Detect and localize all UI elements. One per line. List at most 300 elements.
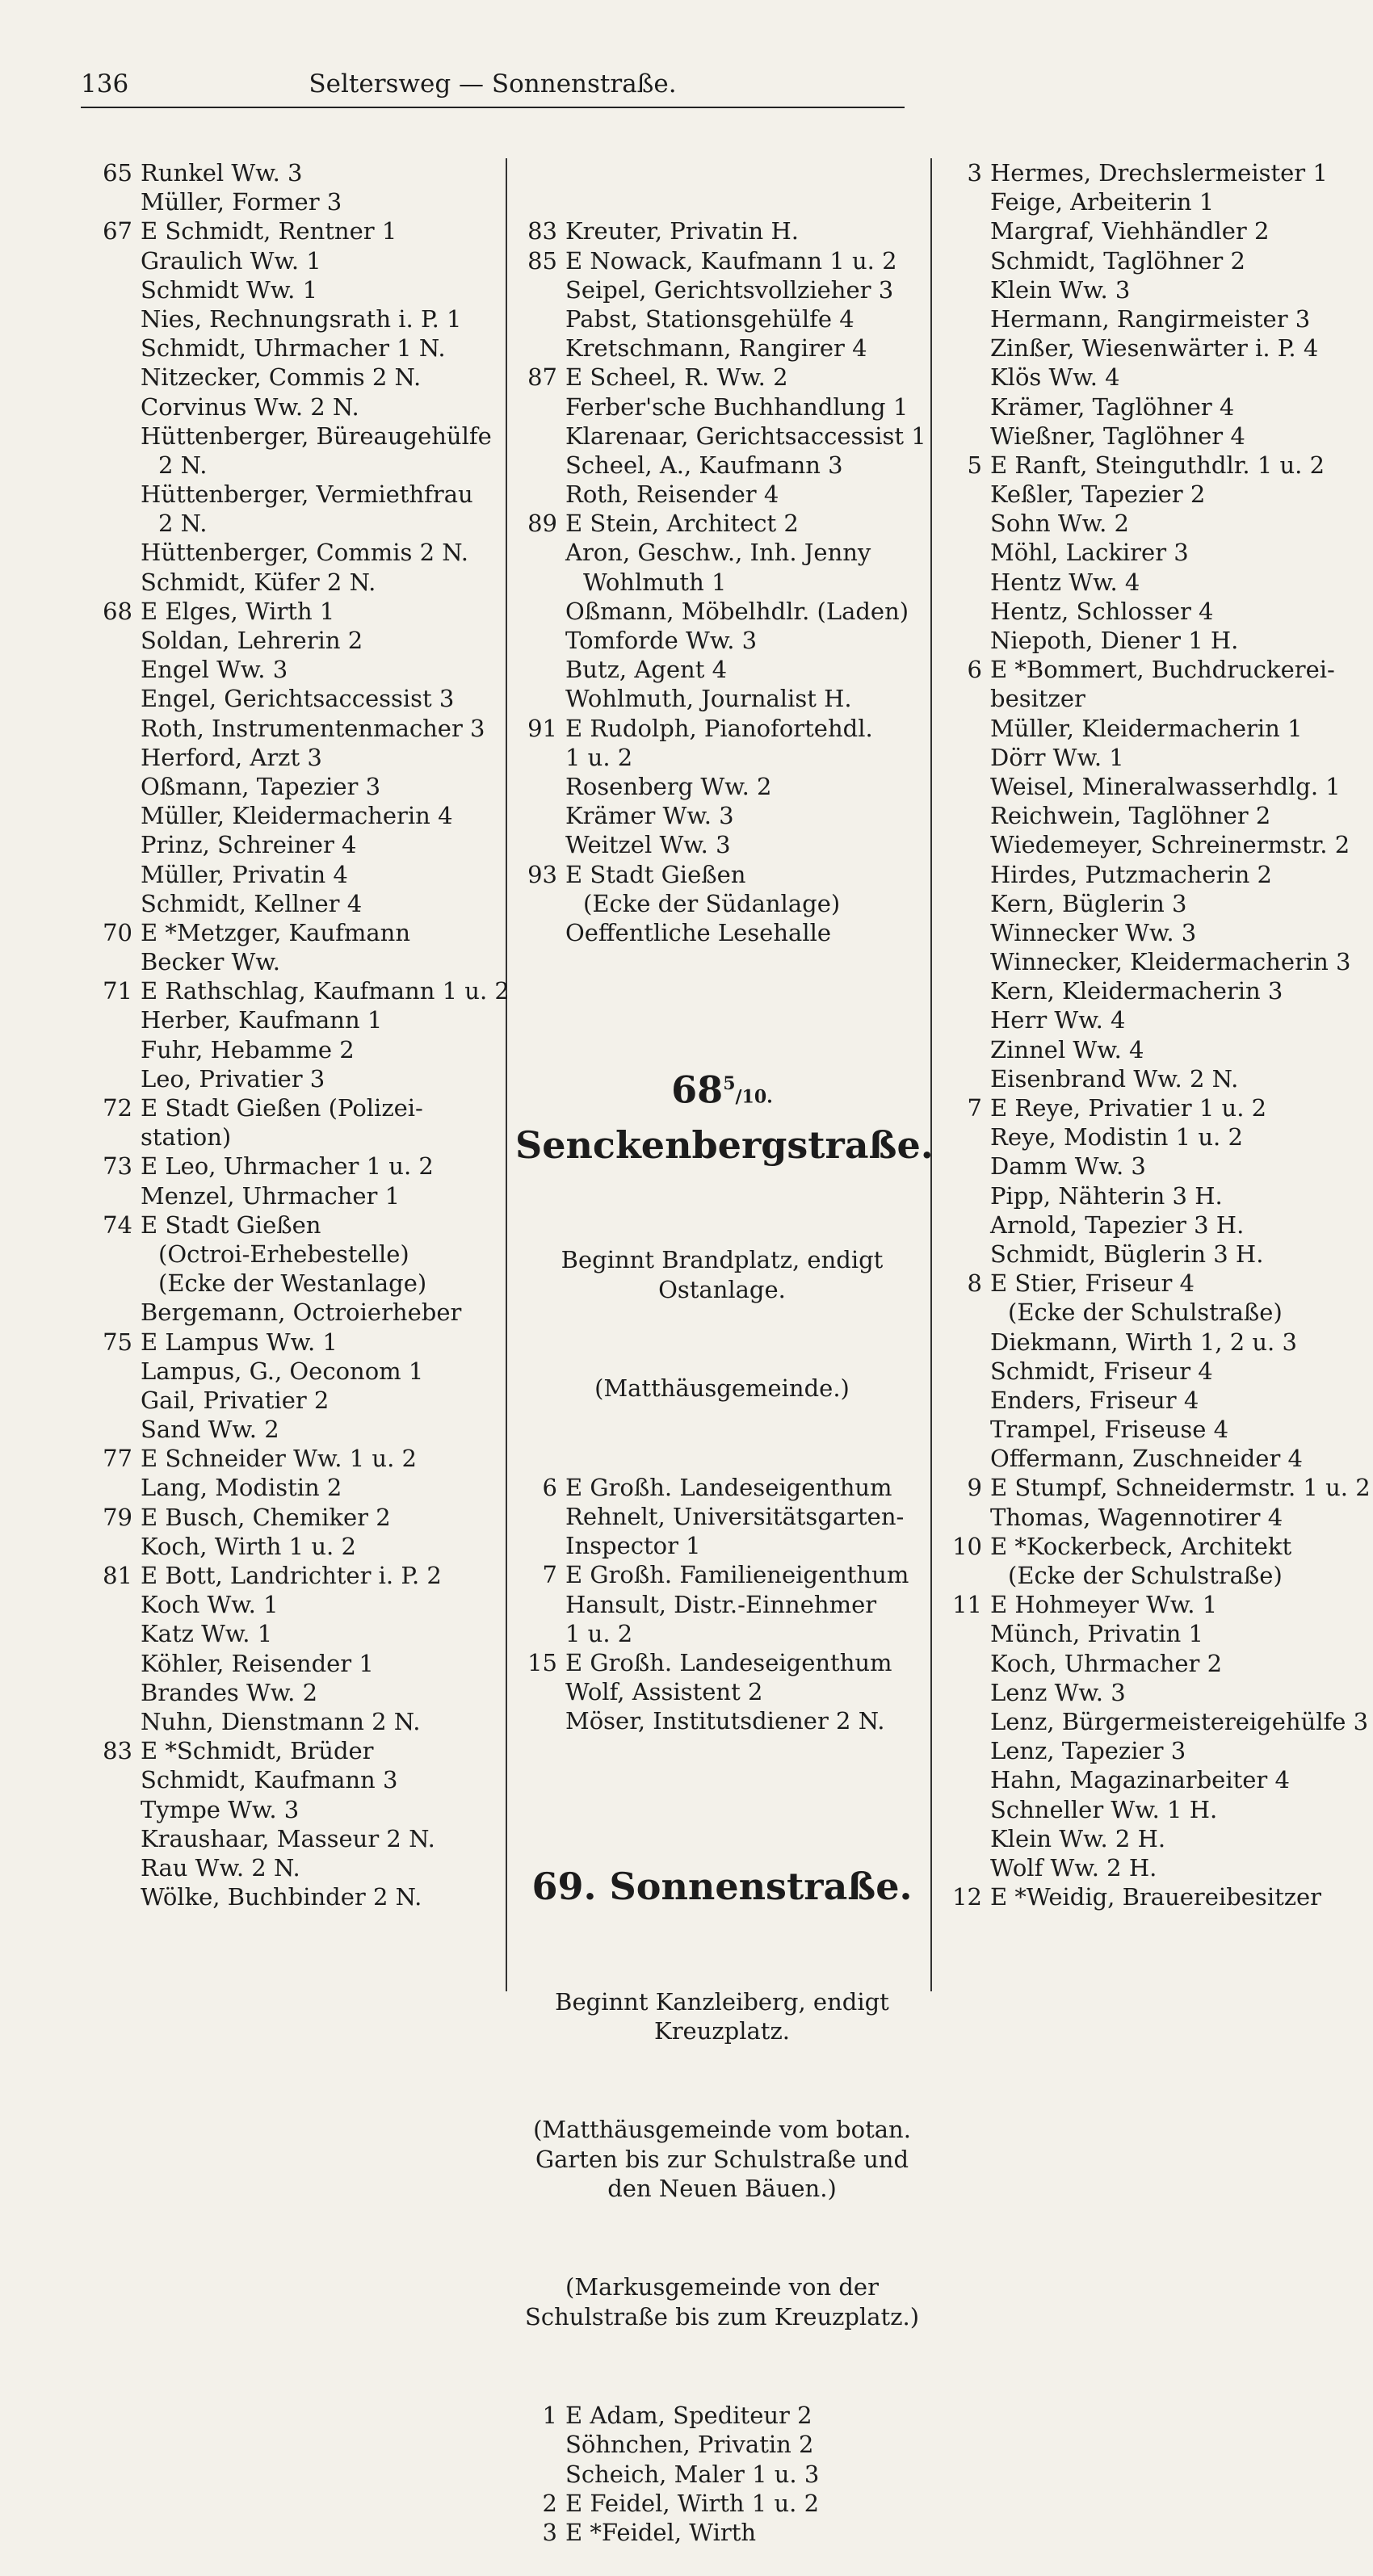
house-number [940,480,990,509]
house-number: 3 [967,159,982,187]
resident-entry: E Leo, Uhrmacher 1 u. 2 [141,1152,434,1181]
directory-entry [515,1531,929,1560]
page-number: 136 [81,69,129,99]
resident-entry: E Bott, Landrichter i. P. 2 [141,1562,442,1589]
house-number [940,334,990,363]
resident-entry: Tympe Ww. 3 [141,1795,300,1823]
column-middle [515,158,934,2576]
resident-entry: Damm Ww. 3 [990,1152,1146,1181]
resident-entry: Tomforde Ww. 3 [565,627,758,655]
directory-entry [90,1152,502,1181]
sonnenstrasse-entries [515,2401,929,2547]
directory-entry [940,1765,1360,1794]
seltersweg-continued [515,216,929,947]
directory-entry [940,1269,1360,1298]
resident-entry: E *Metzger, Kaufmann [141,918,411,946]
directory-entry [515,830,929,859]
resident-entry: Keßler, Tapezier 2 [990,480,1206,509]
house-number [940,1824,990,1853]
directory-entry [940,1532,1360,1561]
directory-entry [515,568,929,597]
resident-entry: Wolf, Assistent 2 [565,1678,763,1706]
directory-entry [90,743,502,772]
column-right [940,158,1371,1911]
resident-entry: E Großh. Familieneigenthum [565,1561,909,1589]
directory-entry [90,1678,502,1707]
resident-entry: Klein Ww. 3 [990,275,1131,304]
directory-entry [515,363,929,392]
resident-entry: Offermann, Zuschneider 4 [990,1445,1303,1473]
resident-entry: Schmidt, Friseur 4 [990,1357,1213,1385]
directory-entry [90,1298,502,1327]
directory-entry [940,684,1360,713]
resident-entry: Hermes, Drechslermeister 1 [990,159,1328,187]
house-number [515,480,565,509]
directory-entry [940,772,1360,801]
resident-entry: Runkel Ww. 3 [141,159,303,187]
directory-entry [90,187,502,216]
resident-entry: Engel, Gerichtsaccessist 3 [141,685,455,713]
resident-entry: 1 u. 2 [565,1619,633,1647]
resident-entry: Winnecker, Kleidermacherin 3 [990,948,1351,976]
house-number [90,655,141,684]
resident-entry: Nuhn, Dienstmann 2 N. [141,1707,421,1735]
house-number [515,1677,565,1706]
resident-entry: Möhl, Lackirer 3 [990,539,1189,567]
directory-entry [940,830,1360,859]
house-number [90,743,141,772]
resident-entry: Schmidt, Taglöhner 2 [990,246,1245,275]
house-number [515,1619,565,1648]
resident-entry: E Stein, Architect 2 [565,510,799,538]
house-number [90,830,141,859]
resident-entry: Hüttenberger, Vermiethfrau [141,480,473,509]
house-number [90,1678,141,1707]
house-number [515,1706,565,1735]
resident-entry: Inspector 1 [565,1532,701,1560]
resident-entry: Oßmann, Tapezier 3 [141,772,381,800]
resident-entry: Roth, Instrumentenmacher 3 [141,714,485,742]
house-number [90,626,141,655]
directory-entry [940,246,1360,275]
directory-entry [940,1386,1360,1415]
house-number [90,422,141,451]
directory-entry [940,1882,1360,1911]
directory-entry [940,1005,1360,1034]
resident-entry: Schmidt, Büglerin 3 H. [990,1240,1264,1268]
resident-entry: Gail, Privatier 2 [141,1386,330,1414]
resident-entry: Niepoth, Diener 1 H. [990,627,1239,654]
resident-entry: Schmidt Ww. 1 [141,275,318,304]
directory-entry [940,1561,1360,1590]
resident-entry: Zinnel Ww. 4 [990,1035,1144,1064]
resident-entry: Kern, Kleidermacherin 3 [990,977,1283,1005]
resident-entry: Schneller Ww. 1 H. [990,1795,1218,1823]
directory-entry [515,2460,929,2489]
directory-entry [90,801,502,830]
house-number [90,1882,141,1911]
house-number [940,1736,990,1765]
directory-entry [90,363,502,392]
resident-entry: Enders, Friseur 4 [990,1386,1199,1414]
directory-entry [515,422,929,451]
house-number: 67 [103,217,132,245]
house-number [515,2460,565,2489]
directory-entry [515,1648,929,1677]
house-number: 2 [542,2489,557,2517]
resident-entry: Feige, Arbeiterin 1 [990,188,1215,216]
directory-entry [940,860,1360,889]
house-number [90,684,141,713]
house-number [940,597,990,626]
directory-entry [940,568,1360,597]
resident-entry: Klös Ww. 4 [990,363,1120,392]
directory-entry [940,714,1360,743]
house-number [940,1678,990,1707]
resident-entry: E Ranft, Steinguthdlr. 1 u. 2 [990,451,1325,479]
house-number [90,947,141,976]
house-number [940,422,990,451]
resident-entry: E Schmidt, Rentner 1 [141,217,397,245]
resident-entry: Wolf Ww. 2 H. [990,1853,1157,1882]
directory-entry [940,1795,1360,1824]
resident-entry: Oeffentliche Lesehalle [565,918,832,946]
house-number: 89 [527,510,557,538]
directory-entry [90,1269,502,1298]
directory-entry [940,743,1360,772]
resident-entry: Margraf, Viehhändler 2 [990,217,1270,245]
directory-entry [90,889,502,918]
resident-entry: Katz Ww. 1 [141,1620,273,1648]
house-number [90,1415,141,1444]
house-number [90,1035,141,1064]
house-number [940,1444,990,1473]
resident-entry: Hüttenberger, Commis 2 N. [141,539,468,567]
directory-entry [515,1677,929,1706]
resident-entry: Scheich, Maler 1 u. 3 [565,2460,820,2488]
directory-entry [515,860,929,889]
house-number: 12 [952,1883,982,1911]
house-number [90,1707,141,1736]
resident-entry: E Großh. Landeseigenthum [565,1648,892,1676]
directory-entry [90,1386,502,1415]
section-note-parish-2: (Markusgemeinde von der Schulstraße bis zum Kreuzplatz.) [524,2273,920,2331]
house-number [90,1005,141,1034]
house-number [940,1328,990,1357]
house-number [515,451,565,480]
directory-entry [515,655,929,684]
resident-entry: Reye, Modistin 1 u. 2 [990,1123,1243,1152]
house-number [515,597,565,626]
directory-entry [90,1064,502,1093]
directory-entry [515,538,929,567]
directory-entry [940,1444,1360,1473]
resident-entry: Klein Ww. 2 H. [990,1824,1166,1852]
resident-entry: besitzer [990,685,1085,713]
directory-entry [515,304,929,334]
resident-entry: Kreuter, Privatin H. [565,217,799,245]
directory-entry [515,216,929,245]
house-number [90,363,141,392]
directory-entry [515,714,929,743]
resident-entry: Hentz Ww. 4 [990,568,1140,596]
directory-entry [90,1532,502,1561]
house-number: 87 [527,363,557,392]
directory-entry [515,451,929,480]
directory-entry [940,187,1360,216]
resident-entry: Menzel, Uhrmacher 1 [141,1181,401,1210]
resident-entry: E Scheel, R. Ww. 2 [565,363,788,392]
directory-entry [515,2401,929,2430]
resident-entry: Köhler, Reisender 1 [141,1649,374,1677]
directory-entry [90,304,502,334]
directory-entry [515,334,929,363]
house-number [940,1181,990,1210]
directory-entry [940,1590,1360,1619]
house-number [940,1386,990,1415]
resident-entry: Arnold, Tapezier 3 H. [990,1210,1245,1239]
resident-entry: Oßmann, Möbelhdlr. (Laden) [565,597,909,625]
directory-entry [90,1005,502,1034]
house-number [90,889,141,918]
house-number [90,1590,141,1619]
directory-entry [90,1707,502,1736]
directory-entry [90,1357,502,1386]
house-number [940,976,990,1005]
directory-entry [515,246,929,275]
house-number [940,1035,990,1064]
directory-entry [940,1152,1360,1181]
house-number [940,538,990,567]
house-number [940,918,990,947]
house-number [515,772,565,801]
directory-entry [90,947,502,976]
resident-entry: Leo, Privatier 3 [141,1064,325,1093]
resident-entry: Klarenaar, Gerichtsaccessist 1 [565,422,926,450]
house-number [90,538,141,567]
resident-entry: E Reye, Privatier 1 u. 2 [990,1094,1267,1122]
house-number [940,743,990,772]
house-number [515,1531,565,1560]
house-number: 8 [967,1269,982,1298]
house-number [515,889,565,918]
house-number [940,1005,990,1034]
resident-entry: Aron, Geschw., Inh. Jenny [565,539,871,567]
directory-entry [940,422,1360,451]
directory-entry [515,1560,929,1589]
house-number [940,1064,990,1093]
resident-entry: Weisel, Mineralwasserhdlg. 1 [990,772,1341,800]
house-number [90,568,141,597]
directory-entry [515,1502,929,1531]
directory-entry [90,1882,502,1911]
house-number [515,801,565,830]
resident-entry: Hirdes, Putzmacherin 2 [990,860,1272,888]
resident-entry: (Octroi-Erhebestelle) [158,1240,409,1268]
house-number [90,1649,141,1678]
house-number [515,304,565,334]
directory-entry [940,801,1360,830]
fraction-sub: /10. [735,1086,773,1108]
house-number [940,1415,990,1444]
house-number [940,509,990,538]
directory-entry [940,1210,1360,1240]
house-number [515,392,565,422]
house-number: 10 [952,1532,982,1560]
resident-entry: E *Weidig, Brauereibesitzer [990,1883,1322,1911]
house-number [940,1649,990,1678]
column-divider-right [930,158,932,1991]
directory-entry [515,480,929,509]
directory-entry [940,275,1360,304]
house-number [515,2430,565,2459]
resident-entry: Wiedemeyer, Schreinermstr. 2 [990,831,1350,859]
house-number: 75 [103,1328,132,1356]
directory-entry [940,363,1360,392]
house-number: 85 [527,246,557,275]
resident-entry: Herber, Kaufmann 1 [141,1006,383,1034]
directory-entry [515,626,929,655]
house-number [90,1122,141,1152]
resident-entry: Söhnchen, Privatin 2 [565,2431,814,2459]
directory-entry [90,1765,502,1794]
directory-entry [940,538,1360,567]
directory-entry [90,1181,502,1210]
house-number [90,187,141,216]
resident-entry: Münch, Privatin 1 [990,1620,1204,1648]
resident-entry: Herr Ww. 4 [990,1006,1126,1034]
house-number: 5 [967,451,982,479]
directory-entry [90,918,502,947]
resident-entry: E Hohmeyer Ww. 1 [990,1591,1218,1619]
directory-entry [90,976,510,1005]
resident-entry: Dörr Ww. 1 [990,743,1124,771]
house-number: 71 [103,977,132,1005]
house-number [90,1357,141,1386]
directory-entry [90,1328,502,1357]
house-number [940,947,990,976]
section-note-parish-1: (Matthäusgemeinde vom botan. Garten bis zur Schulstraße und den Neuen Bäuen.) [533,2116,911,2202]
house-number [515,830,565,859]
directory-entry [90,158,502,187]
resident-entry: Fuhr, Hebamme 2 [141,1035,355,1064]
house-number: 72 [103,1094,132,1122]
house-number [90,1619,141,1648]
house-number [515,743,565,772]
resident-entry: Sohn Ww. 2 [990,510,1129,538]
directory-entry [940,976,1360,1005]
resident-entry: E Stadt Gießen (Polizei- [141,1094,423,1122]
directory-entry [515,1473,929,1502]
directory-entry [940,304,1360,334]
house-number [90,1853,141,1882]
directory-entry [940,1503,1360,1532]
directory-entry [515,2518,929,2547]
house-number [90,714,141,743]
house-number [90,451,141,480]
resident-entry: 1 u. 2 [565,743,633,771]
resident-entry: Brandes Ww. 2 [141,1678,318,1706]
house-number [515,538,565,567]
house-number: 6 [967,656,982,684]
resident-entry: E *Bommert, Buchdruckerei- [990,656,1335,684]
house-number: 15 [527,1648,557,1676]
resident-entry: E Rathschlag, Kaufmann 1 u. 2 [141,977,510,1005]
directory-entry [940,1707,1369,1736]
house-number: 74 [103,1210,132,1239]
resident-entry: Reichwein, Taglöhner 2 [990,802,1271,830]
directory-entry [515,392,929,422]
resident-entry: Engel Ww. 3 [141,656,288,684]
resident-entry: Krämer, Taglöhner 4 [990,392,1235,421]
resident-entry: (Ecke der Westanlage) [158,1269,427,1298]
resident-entry: Koch, Wirth 1 u. 2 [141,1532,356,1560]
resident-entry: Ferber'sche Buchhandlung 1 [565,392,909,421]
resident-entry: Hermann, Rangirmeister 3 [990,304,1311,333]
directory-entry [940,889,1360,918]
resident-entry: E Adam, Spediteur 2 [565,2402,812,2430]
directory-entry [940,1122,1360,1152]
house-number [90,772,141,801]
house-number: 73 [103,1152,132,1181]
directory-entry [90,626,502,655]
section-note-route: Beginnt Brandplatz, endigt Ostanlage. [561,1246,884,1303]
directory-entry [90,1590,502,1619]
directory-entry [940,1649,1360,1678]
resident-entry: E Feidel, Wirth 1 u. 2 [565,2489,820,2517]
house-number [515,655,565,684]
resident-entry: Müller, Kleidermacherin 4 [141,802,453,830]
resident-entry: Müller, Kleidermacherin 1 [990,714,1303,742]
resident-entry: Diekmann, Wirth 1, 2 u. 3 [990,1328,1297,1356]
running-title: Seltersweg — Sonnenstraße. [309,69,677,99]
resident-entry: Weitzel Ww. 3 [565,831,731,859]
resident-entry: Koch, Uhrmacher 2 [990,1649,1223,1677]
house-number: 83 [527,217,557,245]
resident-entry: Krämer Ww. 3 [565,802,734,830]
directory-entry [90,1035,502,1064]
resident-entry: Nitzecker, Commis 2 N. [141,363,422,392]
house-number [940,626,990,655]
directory-entry [940,480,1360,509]
directory-entry [940,655,1360,684]
resident-entry: Kretschmann, Rangirer 4 [565,334,867,363]
section-note-route: Beginnt Kanzleiberg, endigt Kreuzplatz. [555,1987,889,2045]
resident-entry: Pipp, Nähterin 3 H. [990,1181,1223,1210]
directory-entry [90,568,502,597]
directory-entry [90,772,502,801]
resident-entry: Pabst, Stationsgehülfe 4 [565,304,854,333]
directory-entry [90,1649,502,1678]
directory-entry [90,1473,502,1502]
directory-entry [90,334,502,363]
resident-entry: E Elges, Wirth 1 [141,597,335,625]
house-number [90,480,141,509]
house-number [940,568,990,597]
resident-entry: Kern, Büglerin 3 [990,889,1187,917]
resident-entry: E Stadt Gießen [141,1210,321,1239]
directory-entry [90,480,502,509]
house-number [90,304,141,334]
resident-entry: Hahn, Magazinarbeiter 4 [990,1766,1290,1794]
resident-entry: Thomas, Wagennotirer 4 [990,1503,1283,1531]
section-number: 68 [671,1068,724,1112]
directory-entry [90,830,502,859]
resident-entry: Wölke, Buchbinder 2 N. [141,1883,422,1911]
resident-entry: Lampus, G., Oeconom 1 [141,1357,424,1385]
directory-entry [90,1415,502,1444]
resident-entry: (Ecke der Schulstraße) [1008,1298,1283,1327]
